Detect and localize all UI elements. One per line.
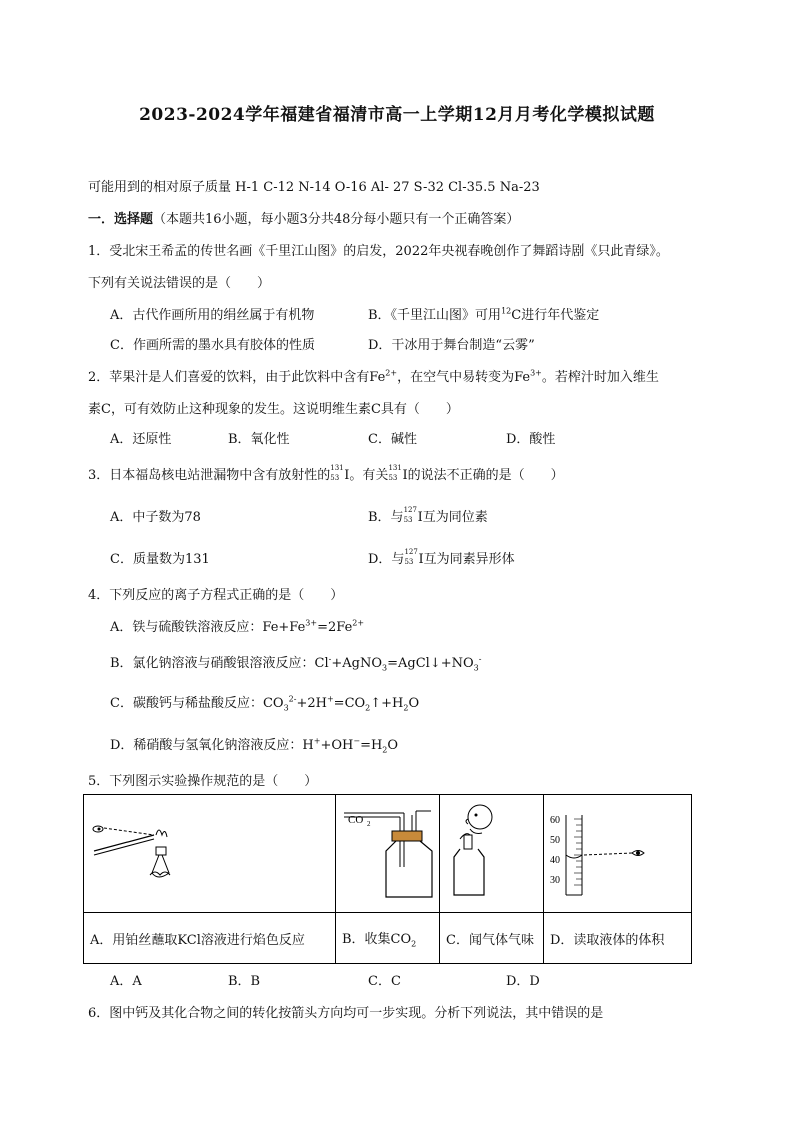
q4-d-sup1: + <box>313 736 321 746</box>
q4-b-text: B．氯化钠溶液与硝酸银溶液反应：Cl <box>110 656 329 671</box>
fig-b-caption-sub: 2 <box>411 939 417 949</box>
q4-a-sup2: 2+ <box>352 618 365 628</box>
q4-d-text3: =H <box>360 738 383 753</box>
q4-option-c <box>110 692 419 713</box>
q2-sup1: 2+ <box>385 368 398 378</box>
q1-b-text: B．《千里江山图》可用 <box>368 308 502 323</box>
cyl-tick-40: 40 <box>550 855 560 866</box>
gas-collection-illustration <box>336 795 439 912</box>
q5-stem: 5．下列图示实验操作规范的是（ ） <box>88 774 318 789</box>
nuclide-number: 53 <box>330 473 340 482</box>
q4-d-sub: 2 <box>382 745 388 755</box>
q4-d-text4: O <box>387 738 399 753</box>
fig-a-caption: A．用铂丝蘸取KCl溶液进行焰色反应 <box>84 913 336 964</box>
q4-a-sup1: 3+ <box>305 618 318 628</box>
nuclide-number: 53 <box>403 515 413 524</box>
fig-d-cell <box>544 795 692 913</box>
q1-stem-line2: 下列有关说法错误的是（ ） <box>88 276 271 291</box>
q3-symbol: I <box>402 468 408 483</box>
q3-nuclide-131 <box>330 463 344 483</box>
q3-stem <box>88 464 564 483</box>
q4-c-sub3: 2 <box>403 703 409 713</box>
q4-d-text2: +OH <box>320 738 354 753</box>
q4-b-sub1: 3 <box>382 663 388 673</box>
q4-option-b <box>110 652 481 673</box>
q4-c-sub2: 2 <box>365 703 371 713</box>
q1-option-b <box>368 304 599 323</box>
q2-option-c: C．碱性 <box>368 432 417 447</box>
q5-option-a: A．A <box>110 974 142 989</box>
fig-b-cell <box>336 795 440 913</box>
nuclide-mass: 131 <box>388 463 402 472</box>
q4-d-sup2: − <box>353 736 361 746</box>
q4-b-text3: =AgCl↓+NO <box>387 656 474 671</box>
section-label: 一．选择题 <box>88 212 154 227</box>
section-heading <box>88 208 519 227</box>
q4-c-text3: =CO <box>333 696 366 711</box>
q3-symbol: I <box>344 468 350 483</box>
section-desc: （本题共16小题，每小题3分共48分每小题只有一个正确答案） <box>153 212 520 227</box>
q4-b-sup1: - <box>328 654 332 664</box>
q2-text3: 。若榨汁时加入维生 <box>541 370 659 385</box>
q3-d-text2: 互为同素异形体 <box>423 552 515 567</box>
q4-c-sub1: 3 <box>283 703 289 713</box>
q4-d-text: D．稀硝酸与氢氧化钠溶液反应：H <box>110 738 314 753</box>
nuclide-mass: 127 <box>403 505 417 514</box>
fig-b-caption <box>336 913 440 964</box>
q4-b-sup2: - <box>478 654 482 664</box>
cyl-tick-50: 50 <box>550 835 560 846</box>
cyl-tick-30: 30 <box>550 875 560 886</box>
fig-b-label-sub: 2 <box>367 820 371 828</box>
q5-figure-table <box>83 794 692 964</box>
q3-nuclide-127 <box>403 505 418 525</box>
q2-option-d: D．酸性 <box>506 432 556 447</box>
q4-b-sub2: 3 <box>473 663 479 673</box>
q3-nuclide-127b <box>404 547 418 567</box>
q5-option-b: B．B <box>228 974 261 989</box>
q3-b-text2: 互为同位素 <box>422 510 488 525</box>
nuclide-mass: 127 <box>404 547 418 556</box>
atomic-masses-line: 可能用到的相对原子质量 H-1 C-12 N-14 O-16 Al- 27 S-32 Cl-35.5 Na-23 <box>88 180 540 195</box>
q3-option-a: A．中子数为78 <box>110 510 201 525</box>
q1-option-d: D．干冰用于舞台制造“云雾” <box>368 338 535 353</box>
q3-b-text: B．与 <box>368 510 404 525</box>
q4-stem: 4．下列反应的离子方程式正确的是（ ） <box>88 588 344 603</box>
fig-d-caption: D．读取液体的体积 <box>544 913 692 964</box>
q2-text2: ，在空气中易转变为Fe <box>397 370 531 385</box>
q4-b-text2: +AgNO <box>331 656 383 671</box>
q3-symbol: I <box>417 510 423 525</box>
q1-option-c: C．作画所需的墨水具有胶体的性质 <box>110 338 315 353</box>
q2-text1: 2．苹果汁是人们喜爱的饮料，由于此饮料中含有Fe <box>88 370 386 385</box>
q2-stem-line2: 素C，可有效防止这种现象的发生。这说明维生素C具有（ ） <box>88 402 459 417</box>
q1-b-text2: C进行年代鉴定 <box>511 308 600 323</box>
q6-stem: 6．图中钙及其化合物之间的转化按箭头方向均可一步实现。分析下列说法，其中错误的是 <box>88 1006 604 1021</box>
q4-a-text: A．铁与硫酸铁溶液反应：Fe+Fe <box>110 620 306 635</box>
q2-option-b: B．氧化性 <box>228 432 290 447</box>
q3-symbol: I <box>418 552 424 567</box>
nuclide-number: 53 <box>404 557 414 566</box>
nuclide-number: 53 <box>388 473 398 482</box>
q3-option-b <box>368 506 488 525</box>
page-title: 2023-2024学年福建省福清市高一上学期12月月考化学模拟试题 <box>139 105 655 125</box>
fig-c-cell <box>440 795 544 913</box>
q5-option-c: C．C <box>368 974 401 989</box>
q3-option-c: C．质量数为131 <box>110 552 210 567</box>
nuclide-mass: 131 <box>330 463 344 472</box>
q4-c-sup1: 2- <box>288 694 297 704</box>
fig-c-caption: C．闻气体气味 <box>440 913 544 964</box>
q3-text1: 3．日本福岛核电站泄漏物中含有放射性的 <box>88 468 331 483</box>
q5-option-d: D．D <box>506 974 540 989</box>
q2-stem-line1 <box>88 366 659 385</box>
q2-option-a: A．还原性 <box>110 432 172 447</box>
q4-c-text2: +2H <box>296 696 327 711</box>
q4-c-text: C．碳酸钙与稀盐酸反应：CO <box>110 696 284 711</box>
q4-c-sup2: + <box>326 694 334 704</box>
q2-sup2: 3+ <box>530 368 542 378</box>
q4-c-text4: ↑+H <box>370 696 404 711</box>
q4-c-text5: O <box>408 696 420 711</box>
q1-stem-line1: 1．受北宋王希孟的传世名画《千里江山图》的启发，2022年央视春晚创作了舞蹈诗剧《只此青绿》。 <box>88 244 669 259</box>
q3-text2: 。有关 <box>349 468 389 483</box>
q1-b-sup: 12 <box>501 306 512 316</box>
q3-option-d <box>368 548 515 567</box>
q3-d-text: D．与 <box>368 552 405 567</box>
q3-nuclide-131b <box>388 463 402 483</box>
cyl-tick-60: 60 <box>550 815 560 826</box>
cylinder-reading-illustration <box>544 795 691 912</box>
fig-b-caption-text: B．收集CO <box>342 931 412 947</box>
flame-test-illustration <box>84 795 335 912</box>
q1-option-a: A．古代作画所用的绢丝属于有机物 <box>110 308 315 323</box>
q4-option-d <box>110 734 398 755</box>
fig-a-cell <box>84 795 336 913</box>
fig-b-label: CO <box>348 814 364 826</box>
q3-text3: 的说法不正确的是（ ） <box>407 468 564 483</box>
q4-option-a <box>110 616 364 635</box>
q4-a-text2: =2Fe <box>317 620 353 635</box>
smell-gas-illustration <box>440 795 543 912</box>
